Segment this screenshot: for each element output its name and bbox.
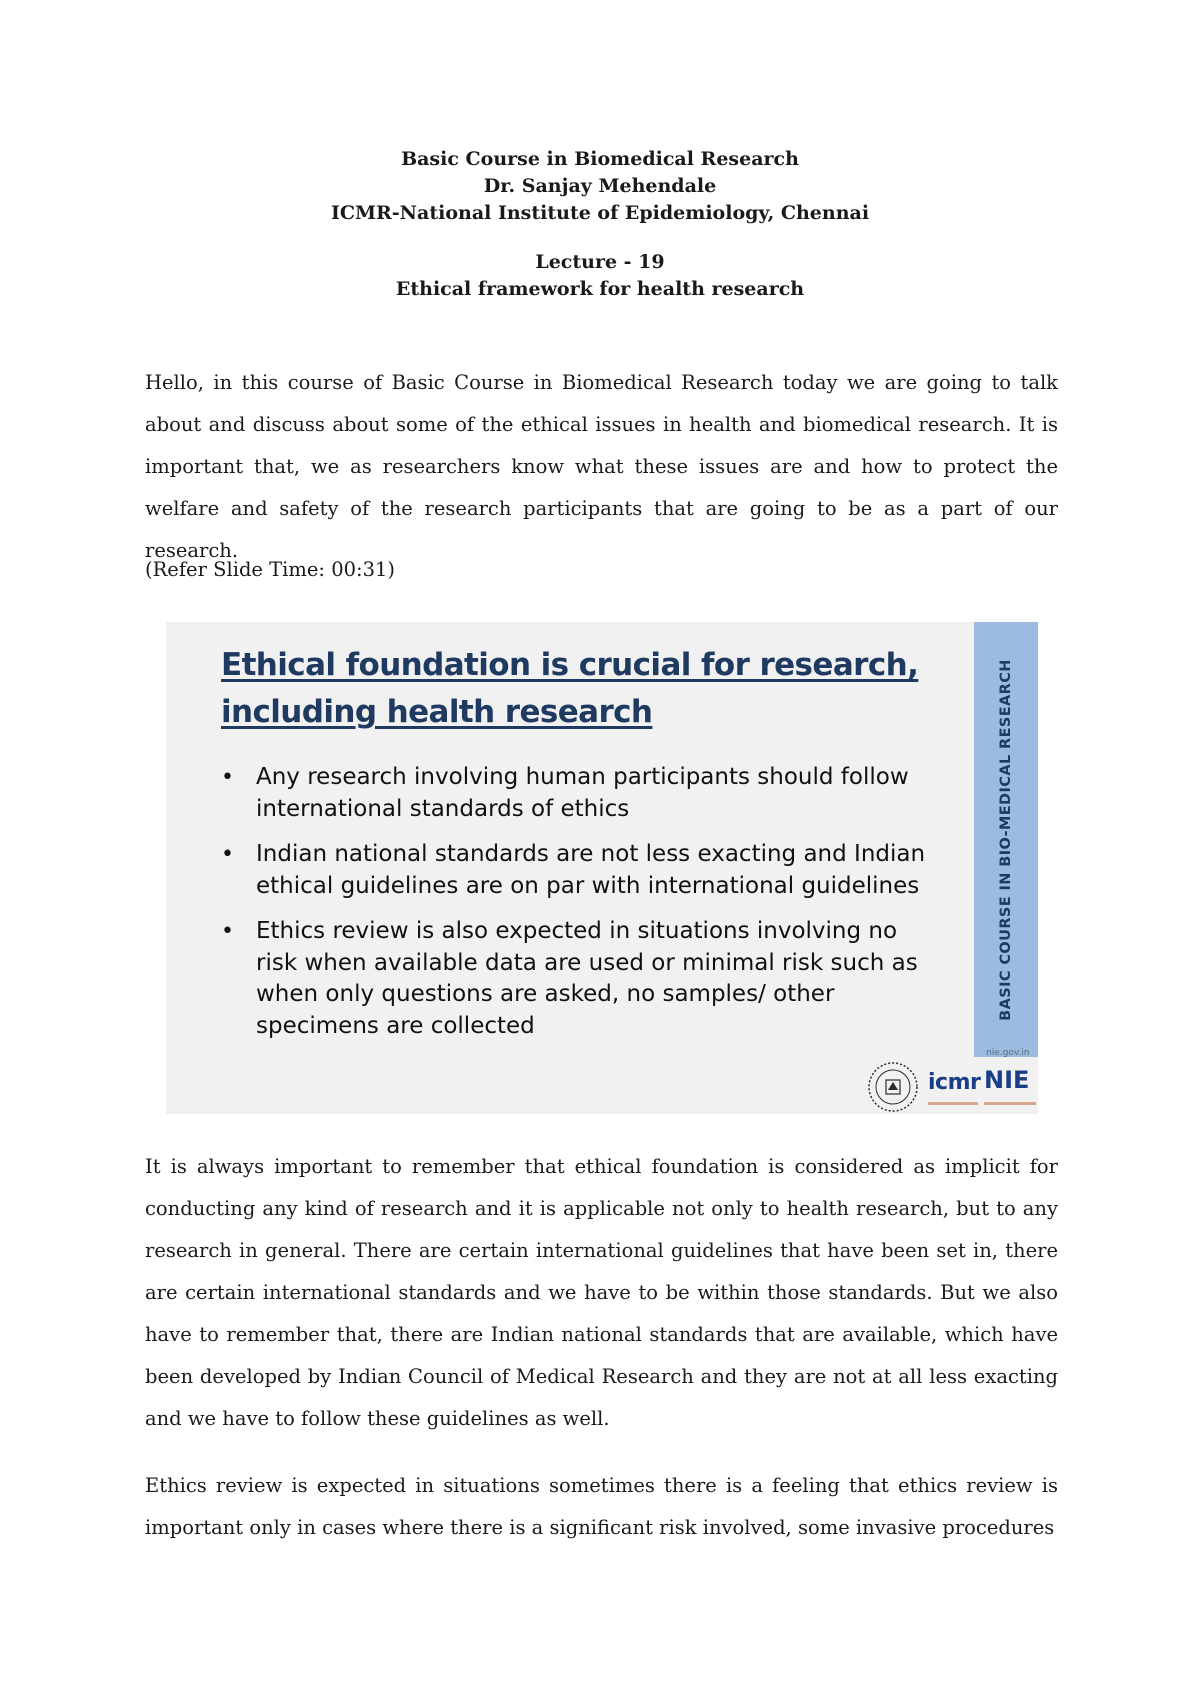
seal-icon bbox=[864, 1060, 922, 1114]
slide-bullet-text: Indian national standards are not less exacting and Indian ethical guidelines are on par with international guidelines bbox=[256, 841, 926, 899]
bullet-icon: • bbox=[221, 842, 234, 867]
refer-slide-time: (Refer Slide Time: 00:31) bbox=[145, 558, 396, 581]
lecture-slide bbox=[166, 622, 1038, 1114]
course-title: Basic Course in Biomedical Research bbox=[401, 148, 799, 170]
slide-bullet-list bbox=[221, 762, 941, 1056]
author-name: Dr. Sanjay Mehendale bbox=[483, 175, 717, 197]
institute-name: ICMR-National Institute of Epidemiology, Chennai bbox=[330, 202, 870, 224]
side-band-label: BASIC COURSE IN BIO-MEDICAL RESEARCH bbox=[998, 659, 1014, 1021]
paragraph-ethical-foundation: It is always important to remember that ethical foundation is considered as implicit for conducting any kind of research and it is applicable not only to health research, but to any research in general. There are certain international guidelines that have been set in, there are certain international standards and we have to be within those standards. But we also have to remember that, there are Indian national standards that are available, which have been developed by Indian Council of Medical Research and they are not at all less exacting and we have to follow these guidelines as well. bbox=[145, 1155, 1058, 1430]
icmr-logo: icmr bbox=[928, 1070, 981, 1095]
paragraph-ethics-review: Ethics review is expected in situations sometimes there is a feeling that ethics review is important only in cases where there is a significant risk involved, some invasive procedures bbox=[145, 1474, 1058, 1539]
slide-bullet-item bbox=[221, 839, 941, 902]
slide-bullet-item bbox=[221, 916, 941, 1042]
slide-url: nie.gov.in bbox=[986, 1048, 1030, 1058]
bullet-icon: • bbox=[221, 919, 234, 944]
lecture-title: Ethical framework for health research bbox=[395, 278, 805, 300]
document-header bbox=[0, 146, 1200, 303]
nie-logo: NIE bbox=[984, 1066, 1030, 1094]
lecture-number: Lecture - 19 bbox=[535, 251, 665, 273]
slide-bullet-item bbox=[221, 762, 941, 825]
bullet-icon: • bbox=[221, 765, 234, 790]
paragraph-intro: Hello, in this course of Basic Course in Biomedical Research today we are going to talk about and discuss about some of the ethical issues in health and biomedical research. It is important that, we as researchers know what these issues are and how to protect the welfare and safety of the research participants that are going to be as a part of our research. bbox=[145, 371, 1058, 562]
slide-bullet-text: Ethics review is also expected in situations involving no risk when available data are used or minimal risk such as when only questions are asked, no samples/ other specimens are collected bbox=[256, 918, 918, 1039]
slide-bullet-text: Any research involving human participants should follow international standards of ethics bbox=[256, 764, 909, 822]
slide-title: Ethical foundation is crucial for research, including health research bbox=[221, 647, 919, 730]
slide-side-band bbox=[974, 622, 1038, 1057]
slide-logos bbox=[864, 1060, 1038, 1114]
